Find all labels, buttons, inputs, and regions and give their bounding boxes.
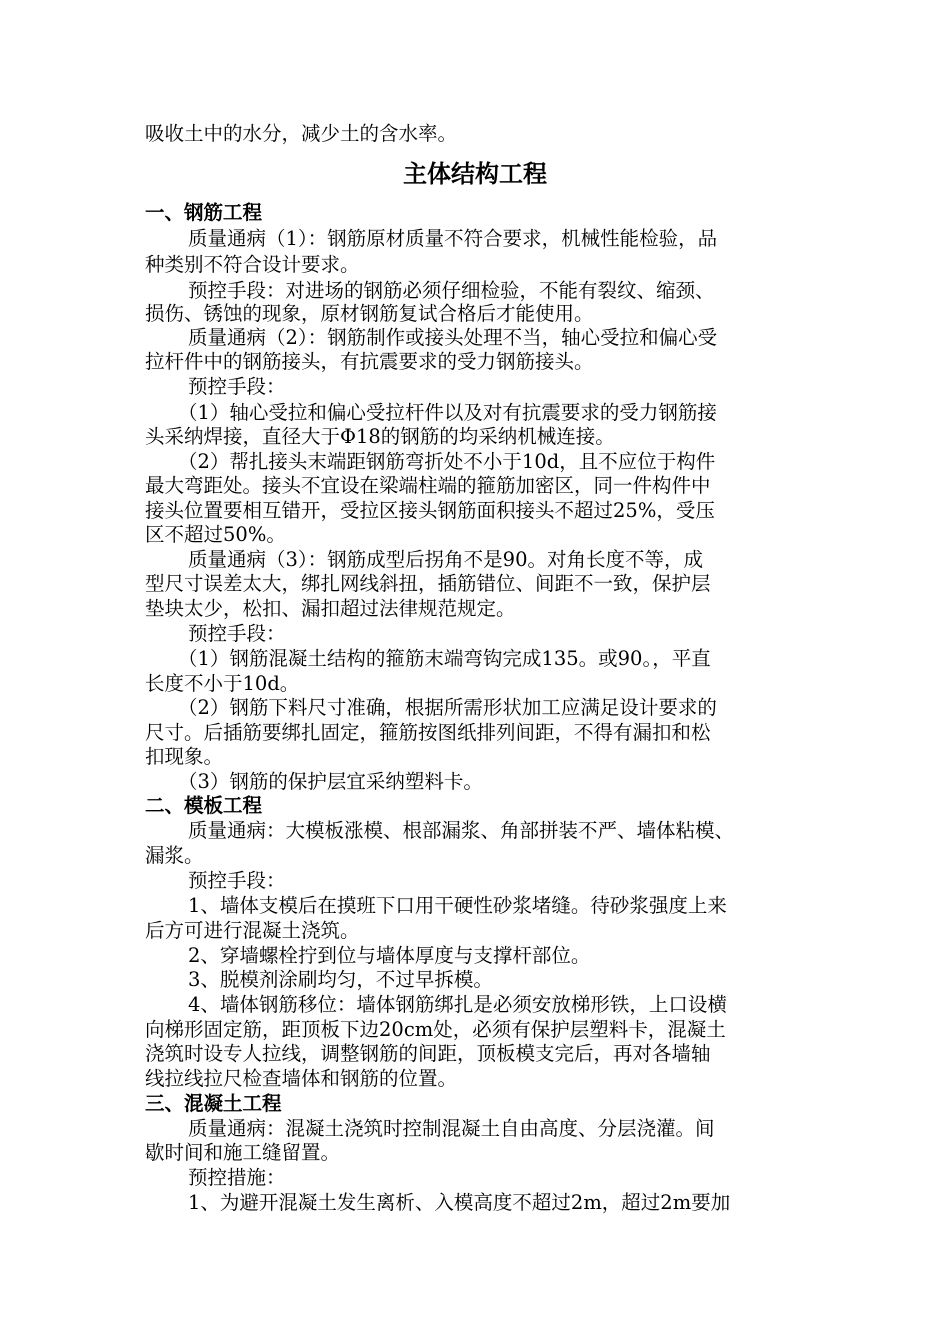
paragraph-line: 型尺寸误差太大，绑扎网线斜扭，插筋错位、间距不一致，保护层 [145,572,711,595]
paragraph-line: 后方可进行混凝土浇筑。 [145,919,360,942]
paragraph-line: （3）钢筋的保护层宜采纳塑料卡。 [178,770,483,793]
heading-rebar: 一、钢筋工程 [145,201,263,224]
paragraph-line: 漏浆。 [145,844,204,867]
paragraph-line: 1、为避开混凝土发生离析、入模高度不超过2m，超过2m要加 [188,1191,731,1214]
paragraph-line: 预控手段： [188,375,286,398]
heading-formwork: 二、模板工程 [145,794,263,817]
paragraph-line: 预控措施： [188,1166,286,1189]
paragraph-line: 歇时间和施工缝留置。 [145,1141,341,1164]
paragraph-line: 接头位置要相互错开，受拉区接头钢筋面积接头不超过25%，受压 [145,499,715,522]
paragraph-line: 扣现象。 [145,745,224,768]
paragraph-line: 质量通病：混凝土浇筑时控制混凝土自由高度、分层浇灌。间 [188,1117,715,1140]
paragraph-line: 向梯形固定筋，距顶板下边20cm处，必须有保护层塑料卡，混凝土 [145,1018,726,1041]
paragraph-line: 尺寸。后插筋要绑扎固定，箍筋按图纸排列间距，不得有漏扣和松 [145,721,711,744]
paragraph-line: 垫块太少，松扣、漏扣超过法律规范规定。 [145,597,516,620]
paragraph-line: 质量通病（1）：钢筋原材质量不符合要求，机械性能检验，品 [188,227,718,250]
paragraph-line: 损伤、锈蚀的现象，原材钢筋复试合格后才能使用。 [145,302,594,325]
paragraph-line: 浇筑时设专人拉线，调整钢筋的间距，顶板模支完后，再对各墙轴 [145,1042,711,1065]
paragraph-line: （2）帮扎接头末端距钢筋弯折处不小于10d，且不应位于构件 [178,450,716,473]
paragraph-line: 预控手段：对进场的钢筋必须仔细检验，不能有裂纹、缩颈、 [188,279,715,302]
heading-concrete: 三、混凝土工程 [145,1092,282,1115]
paragraph-line: 头采纳焊接，直径大于Φ18的钢筋的均采纳机械连接。 [145,425,615,448]
paragraph-line: 长度不小于10d。 [145,672,300,695]
paragraph-line: （2）钢筋下料尺寸准确，根据所需形状加工应满足设计要求的 [178,696,717,719]
paragraph-line: 3、脱模剂涂刷均匀，不过早拆模。 [188,968,493,991]
paragraph-line: 4、墙体钢筋移位：墙体钢筋绑扎是必须安放梯形铁，上口设横 [188,993,727,1016]
paragraph-line: 拉杆件中的钢筋接头，有抗震要求的受力钢筋接头。 [145,350,594,373]
paragraph-line: 线拉线拉尺检查墙体和钢筋的位置。 [145,1067,458,1090]
paragraph-line: 预控手段： [188,869,286,892]
paragraph-line: （1）轴心受拉和偏心受拉杆件以及对有抗震要求的受力钢筋接 [178,401,717,424]
paragraph-line: 种类别不符合设计要求。 [145,253,360,276]
paragraph-line: 预控手段： [188,622,286,645]
paragraph-line: 1、墙体支模后在摸班下口用干硬性砂浆堵缝。待砂浆强度上来 [188,894,727,917]
paragraph-line: 2、穿墙螺栓拧到位与墙体厚度与支撑杆部位。 [188,944,591,967]
section-title: 主体结构工程 [403,160,547,188]
paragraph-line: 最大弯距处。接头不宜设在梁端柱端的箍筋加密区，同一件构件中 [145,474,711,497]
paragraph-line: （1）钢筋混凝土结构的箍筋末端弯钩完成135。或90。，平直 [178,647,711,670]
paragraph-line: 质量通病（2）：钢筋制作或接头处理不当，轴心受拉和偏心受 [188,326,718,349]
paragraph-line: 质量通病（3）：钢筋成型后拐角不是90。对角长度不等，成 [188,548,703,571]
paragraph-line: 区不超过50%。 [145,523,286,546]
paragraph-line: 吸收土中的水分，减少土的含水率。 [145,122,458,145]
paragraph-line: 质量通病：大模板涨模、根部漏浆、角部拼装不严、墙体粘模、 [188,819,735,842]
